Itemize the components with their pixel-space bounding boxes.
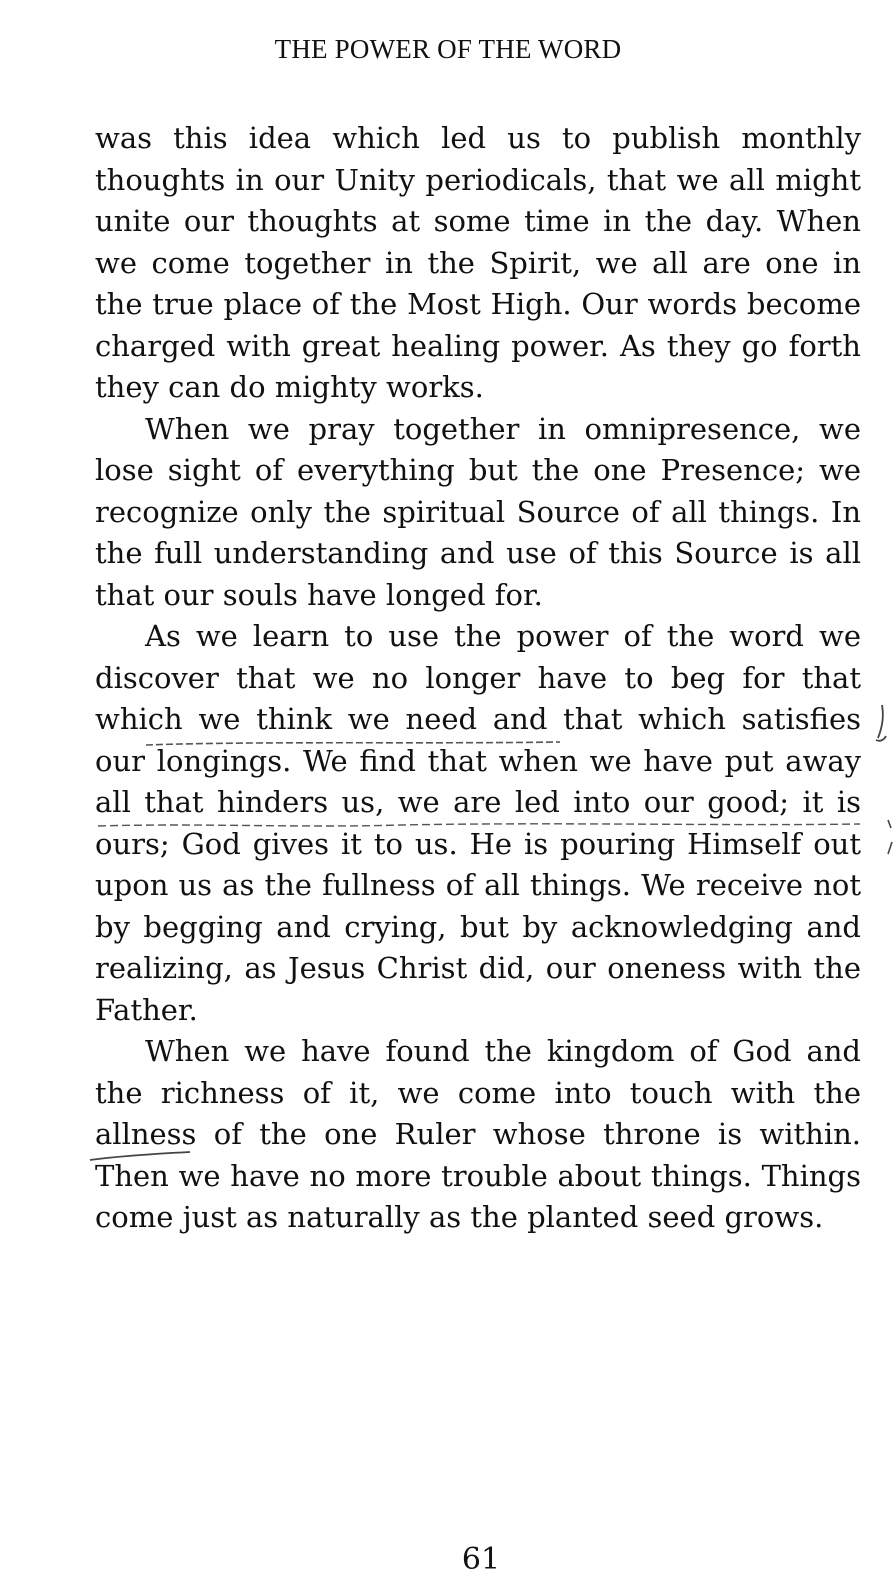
pencil-margin-bracket — [876, 705, 886, 741]
paragraph-1: was this idea which led us to publish monthly thoughts in our Unity periodicals, that we all might unite our thoughts at some time in the day. When we come together in the Spirit, we all are one in the true place of the Most High. Our words become charged with great healing power. As they go forth they can do mighty works. — [95, 121, 861, 404]
pencil-margin-tick — [888, 820, 892, 854]
page-number: 61 — [461, 1542, 501, 1577]
running-head: THE POWER OF THE WORD — [274, 34, 622, 64]
paragraph-2: When we pray together in omnipresence, we lose sight of everything but the one Presence; we recognize only the spiritual Source of all things. In the full understanding and use of this Source is all that our souls have longed for. — [95, 411, 861, 612]
paragraph-3: As we learn to use the power of the word we discover that we no longer have to beg for that which we think we need and that which satisfies our longings. We find that when we have put away all that hinders us, we are led into our good; it is ours; God gives it to us. He is pouring Himself out upon us as the fullness of all things. We receive not by begging and crying, but by acknowledging and realizing, as Jesus Christ did, our oneness with the Father. — [95, 619, 861, 1027]
paragraph-4: When we have found the kingdom of God and the richness of it, we come into touch with the allness of the one Ruler whose throne is within. Then we have no more trouble about things. Things come just as naturally as the planted seed grows. — [95, 1034, 861, 1234]
body-text — [95, 118, 861, 1239]
